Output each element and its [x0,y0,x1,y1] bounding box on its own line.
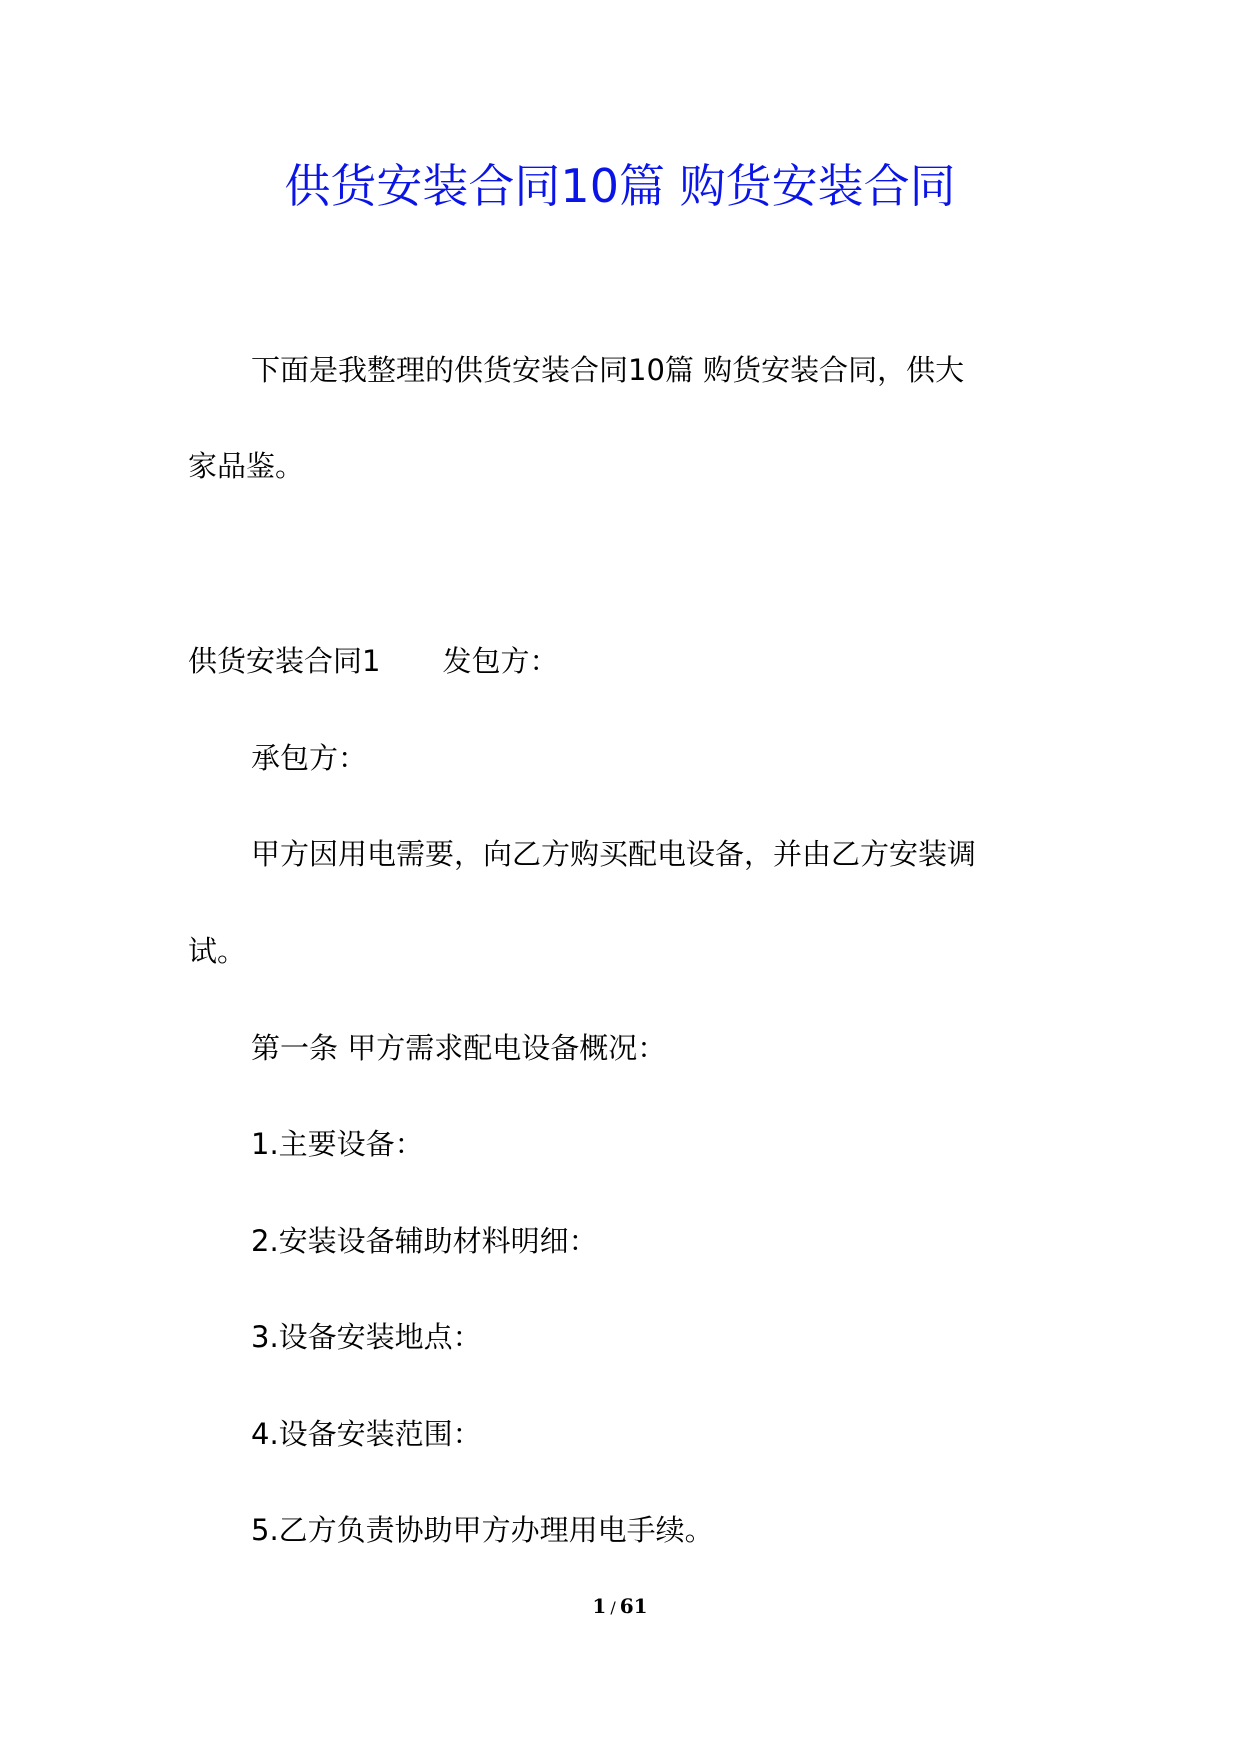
page-number [0,1594,1240,1620]
list-item: 2.安装设备辅助材料明细： [251,1224,598,1258]
section-heading: 供货安装合同1 [188,644,381,678]
page-number-current: 1 [592,1594,607,1618]
intro-line-2: 家品鉴。 [188,449,305,483]
list-item: 5.乙方负责协助甲方办理用电手续。 [251,1513,714,1547]
page-number-separator: / [610,1598,616,1617]
section-heading-row [188,641,558,681]
party-a-label: 发包方： [442,644,559,678]
paragraph-1-line-1: 甲方因用电需要，向乙方购买配电设备，并由乙方安装调 [251,837,977,871]
page-number-total: 61 [619,1594,648,1618]
document-title: 供货安装合同10篇 购货安装合同 [284,159,956,213]
paragraph-1-line-2: 试。 [188,934,247,968]
list-item: 3.设备安装地点： [251,1320,482,1354]
intro-line-1: 下面是我整理的供货安装合同10篇 购货安装合同，供大 [251,353,965,387]
party-b-label: 承包方： [251,741,368,775]
list-item: 4.设备安装范围： [251,1417,482,1451]
list-item: 1.主要设备： [251,1127,424,1161]
article-1-heading: 第一条 甲方需求配电设备概况： [251,1031,667,1065]
